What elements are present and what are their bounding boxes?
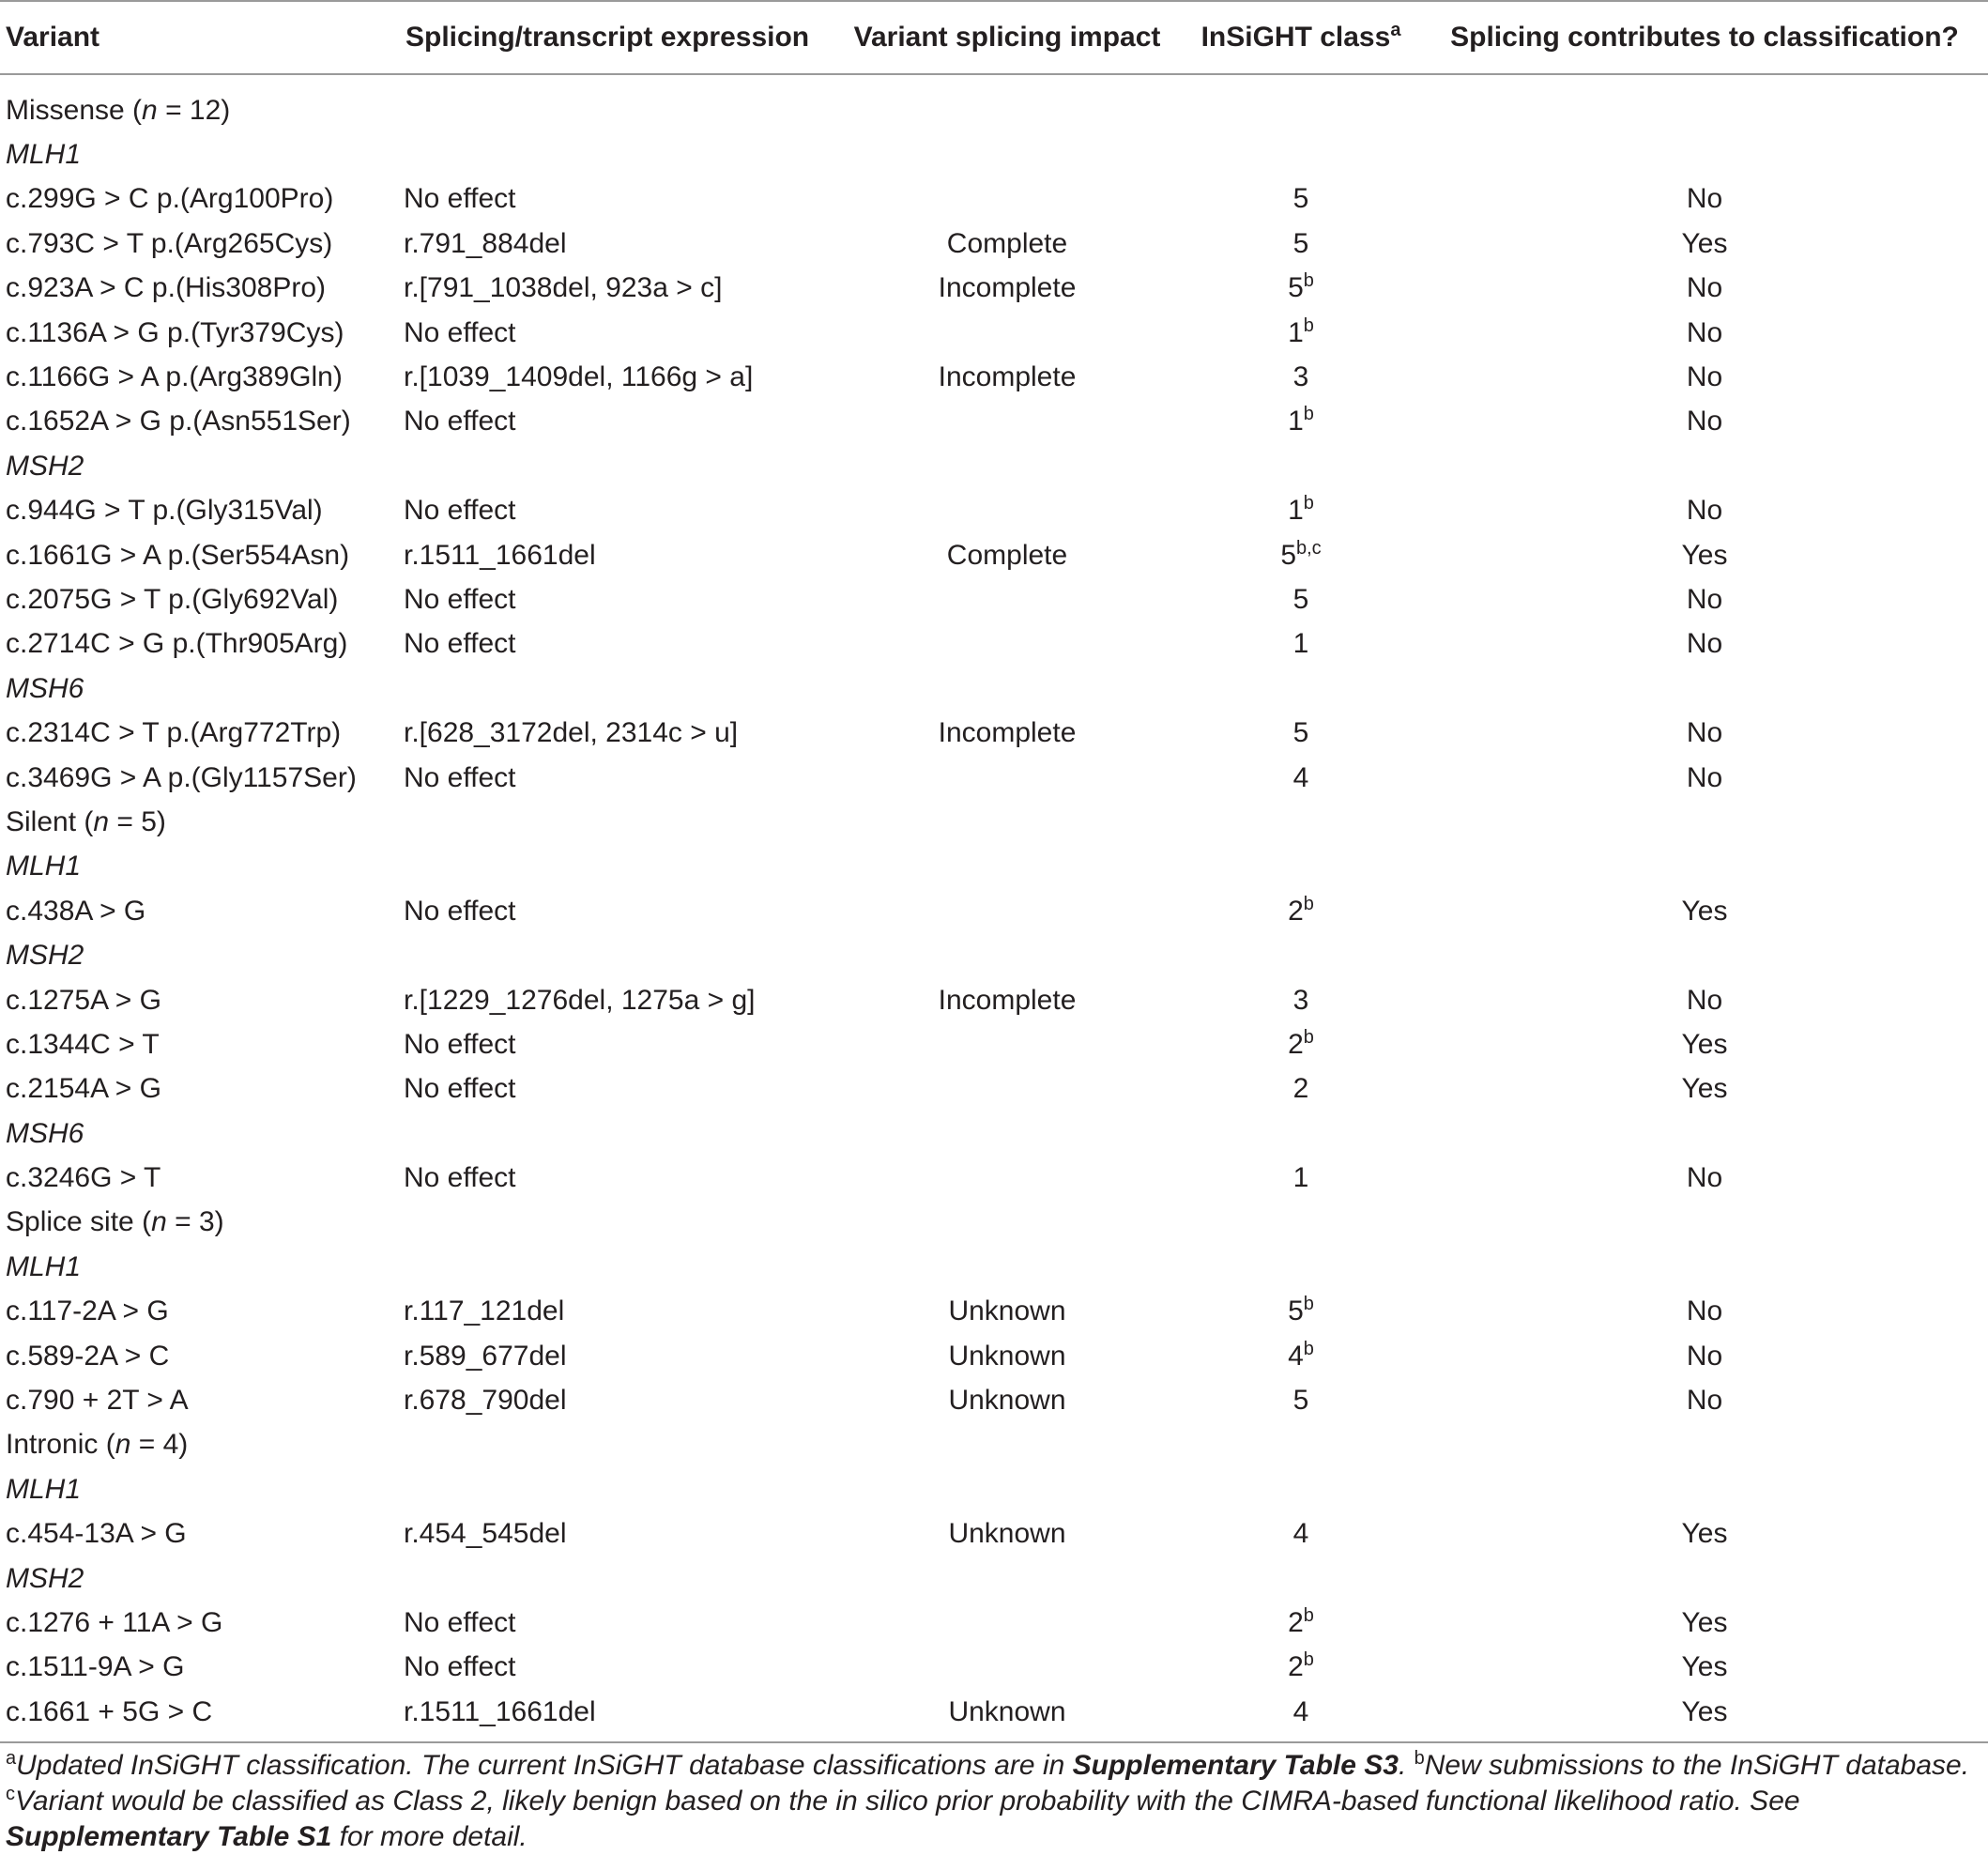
expression-cell: No effect bbox=[404, 1606, 516, 1638]
footnote-b-mark: b bbox=[1414, 1748, 1425, 1769]
expression-cell: No effect bbox=[404, 495, 516, 527]
insight-class-value: 2 bbox=[1292, 1073, 1309, 1105]
insight-class-value: 4 bbox=[1292, 761, 1309, 793]
table-row bbox=[0, 622, 1988, 667]
impact-cell: Unknown bbox=[948, 1385, 1066, 1417]
section-n-symbol: n bbox=[151, 1206, 167, 1238]
contributes-cell: Yes bbox=[1681, 895, 1728, 927]
insight-class-value: 5 bbox=[1292, 1385, 1309, 1417]
gene-row bbox=[0, 132, 1988, 176]
insight-class-cell bbox=[1181, 1156, 1421, 1200]
table-row bbox=[0, 1022, 1988, 1066]
contributes-cell: No bbox=[1686, 761, 1723, 793]
expression-cell: No effect bbox=[404, 1028, 516, 1060]
table-row bbox=[0, 489, 1988, 533]
section-row bbox=[0, 74, 1988, 132]
insight-class-value: 5 bbox=[1288, 1295, 1304, 1327]
insight-class-value: 4 bbox=[1292, 1695, 1309, 1727]
section-title bbox=[0, 800, 1988, 844]
expression-cell: r.[1229_1276del, 1275a > g] bbox=[404, 984, 756, 1016]
variant-cell: c.589-2A > C bbox=[6, 1340, 170, 1372]
table-row bbox=[0, 577, 1988, 621]
insight-class-cell bbox=[1181, 1690, 1421, 1742]
expression-cell: No effect bbox=[404, 1651, 516, 1683]
table-row bbox=[0, 1067, 1988, 1111]
contributes-cell: No bbox=[1686, 1340, 1723, 1372]
section-n-value: = 12) bbox=[157, 94, 231, 126]
header-insight-class-label: InSiGHT class bbox=[1200, 22, 1391, 53]
contributes-cell: No bbox=[1686, 183, 1723, 215]
insight-class-cell bbox=[1181, 222, 1421, 266]
impact-cell: Incomplete bbox=[938, 361, 1077, 393]
variant-cell: c.944G > T p.(Gly315Val) bbox=[6, 495, 323, 527]
variant-cell: c.2154A > G bbox=[6, 1073, 161, 1105]
insight-class-cell bbox=[1181, 1378, 1421, 1422]
insight-class-cell bbox=[1181, 978, 1421, 1022]
section-n-value: = 5) bbox=[109, 805, 166, 837]
insight-class-cell bbox=[1181, 177, 1421, 222]
impact-cell: Unknown bbox=[948, 1695, 1066, 1727]
expression-cell: r.678_790del bbox=[404, 1385, 567, 1417]
insight-class-value: 5 bbox=[1288, 272, 1304, 304]
table-row bbox=[0, 177, 1988, 222]
expression-cell: No effect bbox=[404, 761, 516, 793]
section-n-value: = 4) bbox=[130, 1429, 189, 1461]
table-row bbox=[0, 1334, 1988, 1378]
insight-class-footnote-mark: b bbox=[1303, 314, 1314, 336]
table-row bbox=[0, 1156, 1988, 1200]
impact-cell: Complete bbox=[946, 539, 1068, 571]
section-n-symbol: n bbox=[142, 94, 158, 126]
table-row bbox=[0, 311, 1988, 355]
gene-row bbox=[0, 1467, 1988, 1511]
insight-class-value: 5 bbox=[1292, 227, 1309, 259]
table-row bbox=[0, 756, 1988, 800]
header-insight-class-footnote-mark: a bbox=[1390, 20, 1401, 40]
variant-cell: c.1661G > A p.(Ser554Asn) bbox=[6, 539, 350, 571]
insight-class-cell bbox=[1181, 533, 1421, 577]
contributes-cell: No bbox=[1686, 1162, 1723, 1194]
footnote-a-end: . bbox=[1398, 1750, 1415, 1781]
impact-cell bbox=[833, 1022, 1181, 1066]
footnote-c-text: Variant would be classified as Class 2, likely benign based on the in silico prior probability with the CIMRA-based functional likelihood ratio. See bbox=[15, 1786, 1800, 1817]
expression-cell: r.[791_1038del, 923a > c] bbox=[404, 272, 723, 304]
insight-class-cell bbox=[1181, 1646, 1421, 1690]
insight-class-value: 3 bbox=[1292, 361, 1309, 393]
section-title bbox=[0, 74, 1988, 132]
insight-class-cell bbox=[1181, 267, 1421, 311]
insight-class-cell bbox=[1181, 1334, 1421, 1378]
variant-cell: c.117-2A > G bbox=[6, 1295, 169, 1327]
impact-cell bbox=[833, 756, 1181, 800]
section-row bbox=[0, 800, 1988, 844]
impact-cell bbox=[833, 400, 1181, 444]
insight-class-cell bbox=[1181, 577, 1421, 621]
expression-cell: No effect bbox=[404, 183, 516, 215]
expression-cell: No effect bbox=[404, 895, 516, 927]
expression-cell: No effect bbox=[404, 628, 516, 660]
insight-class-value: 2 bbox=[1288, 1651, 1304, 1683]
table-row bbox=[0, 711, 1988, 755]
variant-cell: c.2314C > T p.(Arg772Trp) bbox=[6, 717, 342, 749]
section-n-symbol: n bbox=[115, 1429, 131, 1461]
section-title bbox=[0, 1201, 1988, 1245]
impact-cell bbox=[833, 1646, 1181, 1690]
insight-class-cell bbox=[1181, 1022, 1421, 1066]
expression-cell: r.[1039_1409del, 1166g > a] bbox=[404, 361, 754, 393]
insight-class-cell bbox=[1181, 889, 1421, 933]
table-row bbox=[0, 978, 1988, 1022]
gene-name: MSH2 bbox=[6, 1562, 84, 1594]
variant-cell: c.2075G > T p.(Gly692Val) bbox=[6, 583, 339, 615]
insight-class-value: 4 bbox=[1288, 1340, 1304, 1372]
variant-cell: c.438A > G bbox=[6, 895, 146, 927]
variant-cell: c.3469G > A p.(Gly1157Ser) bbox=[6, 761, 357, 793]
insight-class-footnote-mark: b bbox=[1303, 1649, 1314, 1671]
variant-cell: c.1166G > A p.(Arg389Gln) bbox=[6, 361, 343, 393]
table-row bbox=[0, 1646, 1988, 1690]
expression-cell: No effect bbox=[404, 1073, 516, 1105]
contributes-cell: Yes bbox=[1681, 227, 1728, 259]
section-n-value: = 3) bbox=[166, 1206, 224, 1238]
footnote-c-link: Supplementary Table S1 bbox=[6, 1821, 332, 1852]
gene-row bbox=[0, 1111, 1988, 1156]
contributes-cell: No bbox=[1686, 1295, 1723, 1327]
variant-cell: c.1661 + 5G > C bbox=[6, 1695, 213, 1727]
insight-class-cell bbox=[1181, 1290, 1421, 1334]
table-row bbox=[0, 533, 1988, 577]
section-title-label: Intronic ( bbox=[6, 1429, 115, 1461]
contributes-cell: No bbox=[1686, 406, 1723, 437]
section-row bbox=[0, 1201, 1988, 1245]
impact-cell: Incomplete bbox=[938, 272, 1077, 304]
section-title-label: Splice site ( bbox=[6, 1206, 152, 1238]
impact-cell bbox=[833, 177, 1181, 222]
insight-class-footnote-mark: b bbox=[1303, 1338, 1314, 1359]
expression-cell: No effect bbox=[404, 583, 516, 615]
insight-class-footnote-mark: b bbox=[1303, 493, 1314, 514]
variant-cell: c.1511-9A > G bbox=[6, 1651, 185, 1683]
insight-class-footnote-mark: b bbox=[1303, 1294, 1314, 1315]
table-body bbox=[0, 74, 1988, 1742]
table-row bbox=[0, 267, 1988, 311]
contributes-cell: Yes bbox=[1681, 539, 1728, 571]
insight-class-cell bbox=[1181, 489, 1421, 533]
gene-name: MSH2 bbox=[6, 450, 84, 482]
footnote-a-text: Updated InSiGHT classification. The current InSiGHT database classifications are in bbox=[16, 1750, 1073, 1781]
insight-class-footnote-mark: b bbox=[1303, 270, 1314, 292]
insight-class-footnote-mark: b bbox=[1303, 893, 1314, 914]
header-contributes: Splicing contributes to classification? bbox=[1450, 22, 1959, 53]
expression-cell: r.117_121del bbox=[404, 1295, 565, 1327]
insight-class-footnote-mark: b,c bbox=[1296, 537, 1322, 559]
insight-class-value: 5 bbox=[1292, 183, 1309, 215]
insight-class-value: 4 bbox=[1292, 1518, 1309, 1550]
impact-cell: Unknown bbox=[948, 1518, 1066, 1550]
table-row bbox=[0, 1290, 1988, 1334]
insight-class-cell bbox=[1181, 1601, 1421, 1645]
footnote-a-link: Supplementary Table S3 bbox=[1072, 1750, 1399, 1781]
insight-class-value: 2 bbox=[1288, 1028, 1304, 1060]
contributes-cell: No bbox=[1686, 316, 1723, 348]
gene-name: MSH6 bbox=[6, 1117, 84, 1149]
section-n-symbol: n bbox=[93, 805, 110, 837]
gene-row bbox=[0, 1556, 1988, 1601]
variant-cell: c.1136A > G p.(Tyr379Cys) bbox=[6, 316, 344, 348]
variant-cell: c.793C > T p.(Arg265Cys) bbox=[6, 227, 333, 259]
expression-cell: r.1511_1661del bbox=[404, 1695, 596, 1727]
impact-cell bbox=[833, 577, 1181, 621]
contributes-cell: No bbox=[1686, 1385, 1723, 1417]
variant-cell: c.1652A > G p.(Asn551Ser) bbox=[6, 406, 351, 437]
header-impact: Variant splicing impact bbox=[853, 22, 1161, 53]
gene-row bbox=[0, 1245, 1988, 1289]
table-row bbox=[0, 222, 1988, 266]
impact-cell: Incomplete bbox=[938, 717, 1077, 749]
table-row bbox=[0, 355, 1988, 399]
impact-cell: Unknown bbox=[948, 1340, 1066, 1372]
table-row bbox=[0, 1378, 1988, 1422]
variant-cell: c.2714C > G p.(Thr905Arg) bbox=[6, 628, 348, 660]
section-title-label: Silent ( bbox=[6, 805, 94, 837]
insight-class-cell bbox=[1181, 1512, 1421, 1556]
variant-cell: c.454-13A > G bbox=[6, 1518, 187, 1550]
variant-cell: c.1275A > G bbox=[6, 984, 161, 1016]
impact-cell bbox=[833, 1156, 1181, 1200]
gene-name: MSH2 bbox=[6, 940, 84, 972]
insight-class-value: 1 bbox=[1292, 1162, 1309, 1194]
insight-class-value: 1 bbox=[1288, 406, 1304, 437]
contributes-cell: No bbox=[1686, 583, 1723, 615]
expression-cell: No effect bbox=[404, 1162, 516, 1194]
contributes-cell: Yes bbox=[1681, 1028, 1728, 1060]
footnote-a-mark: a bbox=[6, 1748, 17, 1769]
gene-name: MLH1 bbox=[6, 851, 82, 882]
table-footnote bbox=[6, 1748, 1982, 1855]
insight-class-cell bbox=[1181, 1067, 1421, 1111]
header-expression: Splicing/transcript expression bbox=[405, 22, 810, 53]
gene-row bbox=[0, 845, 1988, 889]
table-header bbox=[0, 1, 1988, 74]
table-row bbox=[0, 1601, 1988, 1645]
insight-class-value: 2 bbox=[1288, 1606, 1304, 1638]
footnote-c-mark: c bbox=[6, 1784, 15, 1804]
contributes-cell: No bbox=[1686, 495, 1723, 527]
table-row bbox=[0, 1512, 1988, 1556]
insight-class-value: 5 bbox=[1292, 717, 1309, 749]
section-title-label: Missense ( bbox=[6, 94, 143, 126]
insight-class-cell bbox=[1181, 400, 1421, 444]
variant-cell: c.299G > C p.(Arg100Pro) bbox=[6, 183, 334, 215]
insight-class-cell bbox=[1181, 355, 1421, 399]
gene-name: MLH1 bbox=[6, 1250, 82, 1282]
contributes-cell: Yes bbox=[1681, 1651, 1728, 1683]
table-row bbox=[0, 889, 1988, 933]
contributes-cell: No bbox=[1686, 717, 1723, 749]
gene-name: MLH1 bbox=[6, 139, 82, 171]
footnote-b-text: New submissions to the InSiGHT database. bbox=[1424, 1750, 1970, 1781]
variant-cell: c.1344C > T bbox=[6, 1028, 160, 1060]
insight-class-cell bbox=[1181, 311, 1421, 355]
expression-cell: r.[628_3172del, 2314c > u] bbox=[404, 717, 739, 749]
section-row bbox=[0, 1423, 1988, 1467]
variant-cell: c.3246G > T bbox=[6, 1162, 161, 1194]
variant-cell: c.790 + 2T > A bbox=[6, 1385, 189, 1417]
expression-cell: r.1511_1661del bbox=[404, 539, 596, 571]
gene-name: MLH1 bbox=[6, 1473, 82, 1505]
table-row bbox=[0, 1690, 1988, 1742]
contributes-cell: Yes bbox=[1681, 1073, 1728, 1105]
gene-row bbox=[0, 667, 1988, 711]
table-row bbox=[0, 400, 1988, 444]
impact-cell bbox=[833, 1601, 1181, 1645]
footnote-c-end: for more detail. bbox=[331, 1821, 528, 1852]
insight-class-cell bbox=[1181, 711, 1421, 755]
impact-cell bbox=[833, 311, 1181, 355]
gene-row bbox=[0, 444, 1988, 488]
contributes-cell: No bbox=[1686, 361, 1723, 393]
expression-cell: r.454_545del bbox=[404, 1518, 567, 1550]
insight-class-value: 2 bbox=[1288, 895, 1304, 927]
variant-cell: c.923A > C p.(His308Pro) bbox=[6, 272, 327, 304]
gene-row bbox=[0, 933, 1988, 977]
contributes-cell: Yes bbox=[1681, 1695, 1728, 1727]
insight-class-cell bbox=[1181, 622, 1421, 667]
header-insight-class bbox=[1181, 1, 1421, 74]
insight-class-value: 1 bbox=[1292, 628, 1309, 660]
insight-class-value: 1 bbox=[1288, 495, 1304, 527]
expression-cell: No effect bbox=[404, 316, 516, 348]
expression-cell: No effect bbox=[404, 406, 516, 437]
contributes-cell: No bbox=[1686, 272, 1723, 304]
section-title bbox=[0, 1423, 1988, 1467]
impact-cell: Incomplete bbox=[938, 984, 1077, 1016]
header-row bbox=[0, 1, 1988, 74]
impact-cell bbox=[833, 489, 1181, 533]
header-variant: Variant bbox=[6, 22, 100, 53]
impact-cell bbox=[833, 622, 1181, 667]
impact-cell: Complete bbox=[946, 227, 1068, 259]
insight-class-value: 1 bbox=[1288, 316, 1304, 348]
contributes-cell: No bbox=[1686, 984, 1723, 1016]
insight-class-footnote-mark: b bbox=[1303, 1026, 1314, 1048]
impact-cell: Unknown bbox=[948, 1295, 1066, 1327]
expression-cell: r.791_884del bbox=[404, 227, 567, 259]
expression-cell: r.589_677del bbox=[404, 1340, 567, 1372]
contributes-cell: Yes bbox=[1681, 1606, 1728, 1638]
insight-class-cell bbox=[1181, 756, 1421, 800]
insight-class-footnote-mark: b bbox=[1303, 1604, 1314, 1626]
insight-class-footnote-mark: b bbox=[1303, 404, 1314, 425]
contributes-cell: No bbox=[1686, 628, 1723, 660]
impact-cell bbox=[833, 1067, 1181, 1111]
variant-cell: c.1276 + 11A > G bbox=[6, 1606, 223, 1638]
impact-cell bbox=[833, 889, 1181, 933]
contributes-cell: Yes bbox=[1681, 1518, 1728, 1550]
gene-name: MSH6 bbox=[6, 672, 84, 704]
insight-class-value: 5 bbox=[1292, 583, 1309, 615]
insight-class-value: 5 bbox=[1280, 539, 1296, 571]
insight-class-value: 3 bbox=[1292, 984, 1309, 1016]
